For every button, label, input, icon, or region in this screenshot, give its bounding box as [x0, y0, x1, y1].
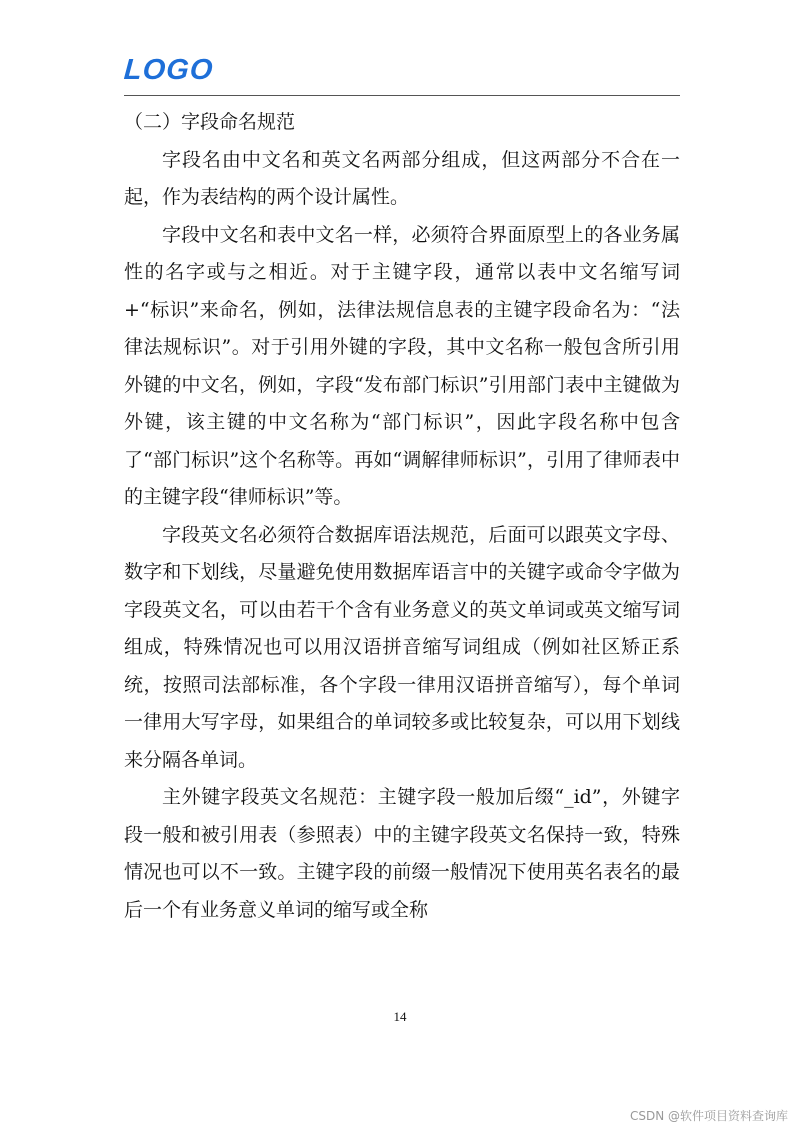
company-logo: LOGO [122, 54, 215, 86]
paragraph: 字段英文名必须符合数据库语法规范，后面可以跟英文字母、数字和下划线，尽量避免使用数据库语言中的关键字或命令字做为字段英文名，可以由若干个含有业务意义的英文单词或英文缩写词组成，特殊情况也可以用汉语拼音缩写词组成（例如社区矫正系统，按照司法部标准，各个字段一律用汉语拼音缩写），每个单词一律用大写字母，如果组合的单词较多或比较复杂，可以用下划线来分隔各单词。 [124, 523, 680, 771]
header-divider [124, 95, 680, 96]
section-heading: （二）字段命名规范 [124, 111, 296, 133]
paragraph: 字段中文名和表中文名一样，必须符合界面原型上的各业务属性的名字或与之相近。对于主键字段，通常以表中文名缩写词+“标识”来命名，例如，法律法规信息表的主键字段命名为：“法律法规标识”。对于引用外键的字段，其中文名称一般包含所引用外键的中文名，例如，字段“发布部门标识”引用部门表中主键做为外键，该主键的中文名称为“部门标识”，因此字段名称中包含了“部门标识”这个名称等。再如“调解律师标识”，引用了律师表中的主键字段“律师标识”等。 [124, 223, 680, 508]
document-body [124, 104, 680, 929]
page-number: 14 [393, 1009, 407, 1024]
paragraph: 字段名由中文名和英文名两部分组成，但这两部分不合在一起，作为表结构的两个设计属性。 [124, 148, 680, 208]
paragraph: 主外键字段英文名规范：主键字段一般加后缀“_id”，外键字段一般和被引用表（参照表）中的主键字段英文名保持一致，特殊情况也可以不一致。主键字段的前缀一般情况下使用英名表名的最后一个有业务意义单词的缩写或全称 [124, 786, 680, 921]
watermark: CSDN @软件项目资料查询库 [629, 1109, 788, 1123]
